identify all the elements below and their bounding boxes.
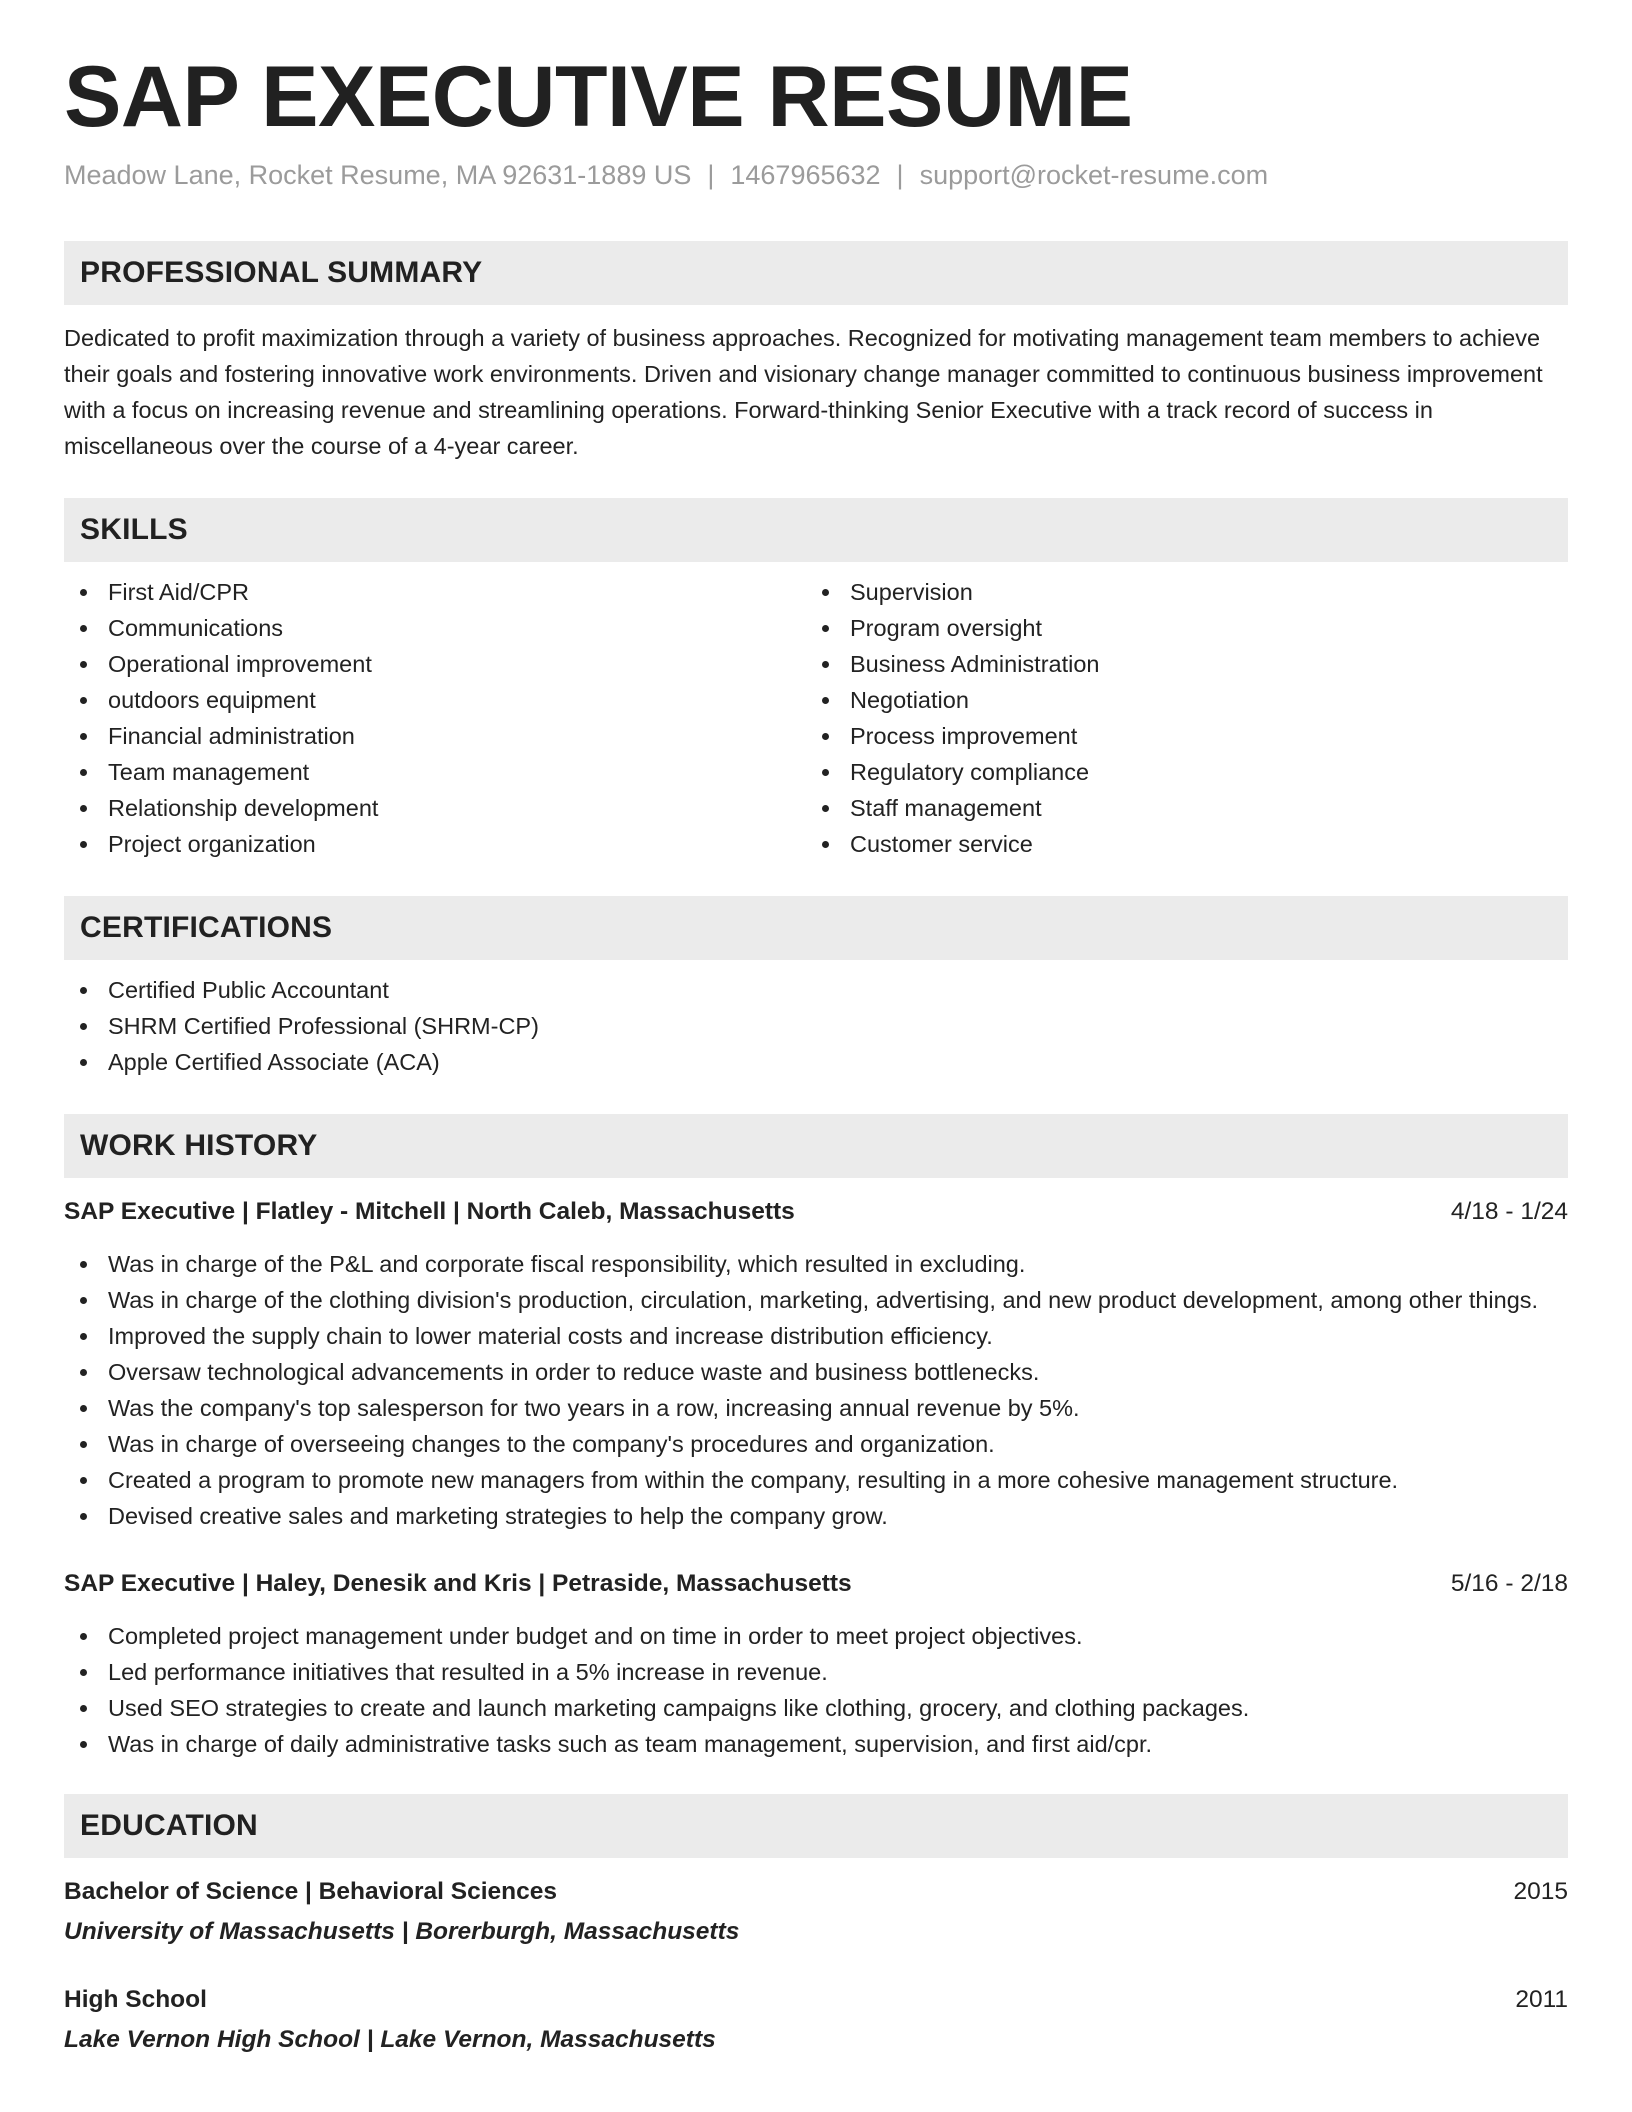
list-item: Staff management bbox=[806, 790, 1548, 826]
resume-page bbox=[64, 49, 1568, 2058]
skills-grid bbox=[64, 574, 1568, 862]
education-school: University of Massachusetts | Borerburgh, Massachusetts bbox=[64, 1918, 740, 1946]
education-degree: Bachelor of Science | Behavioral Sciences bbox=[64, 1878, 557, 1906]
job-entry bbox=[64, 1566, 1568, 1762]
list-item: Process improvement bbox=[806, 718, 1548, 754]
list-item: Completed project management under budget and on time in order to meet project objectives. bbox=[64, 1618, 1568, 1654]
contact-phone: 1467965632 bbox=[730, 160, 881, 191]
list-item: Apple Certified Associate (ACA) bbox=[64, 1044, 1568, 1080]
list-item: Business Administration bbox=[806, 646, 1548, 682]
education-year: 2015 bbox=[1513, 1878, 1568, 1906]
list-item: Customer service bbox=[806, 826, 1548, 862]
list-item: Was the company's top salesperson for two years in a row, increasing annual revenue by 5%. bbox=[64, 1390, 1568, 1426]
job-bullets bbox=[64, 1618, 1568, 1762]
education-school: Lake Vernon High School | Lake Vernon, Massachusetts bbox=[64, 2026, 716, 2054]
job-bullets bbox=[64, 1246, 1568, 1534]
section-heading-skills: SKILLS bbox=[64, 498, 1568, 562]
list-item: Project organization bbox=[64, 826, 806, 862]
contact-separator: | bbox=[707, 160, 715, 191]
education-entry bbox=[64, 1982, 1568, 2058]
list-item: Led performance initiatives that resulted in a 5% increase in revenue. bbox=[64, 1654, 1568, 1690]
list-item: Was in charge of overseeing changes to the company's procedures and organization. bbox=[64, 1426, 1568, 1462]
list-item: Devised creative sales and marketing strategies to help the company grow. bbox=[64, 1498, 1568, 1534]
list-item: Certified Public Accountant bbox=[64, 972, 1568, 1008]
list-item: Was in charge of the clothing division's production, circulation, marketing, advertising, and new product development, among other things. bbox=[64, 1282, 1568, 1318]
list-item: SHRM Certified Professional (SHRM-CP) bbox=[64, 1008, 1568, 1044]
skills-section bbox=[64, 498, 1568, 862]
list-item: Created a program to promote new managers from within the company, resulting in a more cohesive management structure. bbox=[64, 1462, 1568, 1498]
summary-text: Dedicated to profit maximization through a variety of business approaches. Recognized for motivating management team members to achieve their goals and fostering innovative work environments. Driven and visionary change manager committed to continuous business improvement with a focus on increasing revenue and streamlining operations. Forward-thinking Senior Executive with a track record of success in miscellaneous over the course of a 4-year career. bbox=[64, 325, 1543, 460]
job-dates: 5/16 - 2/18 bbox=[1450, 1570, 1568, 1598]
page-title: SAP EXECUTIVE RESUME bbox=[64, 49, 1133, 145]
job-title: SAP Executive | Haley, Denesik and Kris | Petraside, Massachusetts bbox=[64, 1570, 852, 1598]
education-header bbox=[64, 1982, 1568, 2018]
contact-line bbox=[64, 160, 1568, 191]
education-entry bbox=[64, 1874, 1568, 1950]
education-section bbox=[64, 1794, 1568, 2058]
list-item: Used SEO strategies to create and launch marketing campaigns like clothing, grocery, and clothing packages. bbox=[64, 1690, 1568, 1726]
certifications-section bbox=[64, 896, 1568, 1080]
list-item: First Aid/CPR bbox=[64, 574, 806, 610]
section-heading-work-history: WORK HISTORY bbox=[64, 1114, 1568, 1178]
skills-list-right bbox=[806, 574, 1548, 862]
list-item: Oversaw technological advancements in order to reduce waste and business bottlenecks. bbox=[64, 1354, 1568, 1390]
section-heading-education: EDUCATION bbox=[64, 1794, 1568, 1858]
job-dates: 4/18 - 1/24 bbox=[1450, 1198, 1568, 1226]
skills-column-left bbox=[64, 574, 806, 862]
list-item: Program oversight bbox=[806, 610, 1548, 646]
contact-email: support@rocket-resume.com bbox=[919, 160, 1269, 191]
job-header bbox=[64, 1194, 1568, 1230]
education-degree: High School bbox=[64, 1986, 207, 2014]
job-header bbox=[64, 1566, 1568, 1602]
section-heading-summary: PROFESSIONAL SUMMARY bbox=[64, 241, 1568, 305]
work-history-section bbox=[64, 1114, 1568, 1762]
list-item: Improved the supply chain to lower material costs and increase distribution efficiency. bbox=[64, 1318, 1568, 1354]
contact-address: Meadow Lane, Rocket Resume, MA 92631-1889 US bbox=[64, 160, 692, 191]
job-title: SAP Executive | Flatley - Mitchell | North Caleb, Massachusetts bbox=[64, 1198, 795, 1226]
list-item: Was in charge of daily administrative tasks such as team management, supervision, and first aid/cpr. bbox=[64, 1726, 1568, 1762]
list-item: Relationship development bbox=[64, 790, 806, 826]
list-item: Team management bbox=[64, 754, 806, 790]
job-entry bbox=[64, 1194, 1568, 1534]
contact-separator: | bbox=[896, 160, 904, 191]
education-year: 2011 bbox=[1515, 1986, 1568, 2014]
list-item: Was in charge of the P&L and corporate fiscal responsibility, which resulted in excluding. bbox=[64, 1246, 1568, 1282]
summary-section bbox=[64, 241, 1568, 464]
list-item: Financial administration bbox=[64, 718, 806, 754]
certifications-list bbox=[64, 972, 1568, 1080]
skills-column-right bbox=[806, 574, 1548, 862]
list-item: outdoors equipment bbox=[64, 682, 806, 718]
list-item: Negotiation bbox=[806, 682, 1548, 718]
list-item: Communications bbox=[64, 610, 806, 646]
education-header bbox=[64, 1874, 1568, 1910]
section-heading-certifications: CERTIFICATIONS bbox=[64, 896, 1568, 960]
list-item: Regulatory compliance bbox=[806, 754, 1548, 790]
skills-list-left bbox=[64, 574, 806, 862]
list-item: Supervision bbox=[806, 574, 1548, 610]
list-item: Operational improvement bbox=[64, 646, 806, 682]
